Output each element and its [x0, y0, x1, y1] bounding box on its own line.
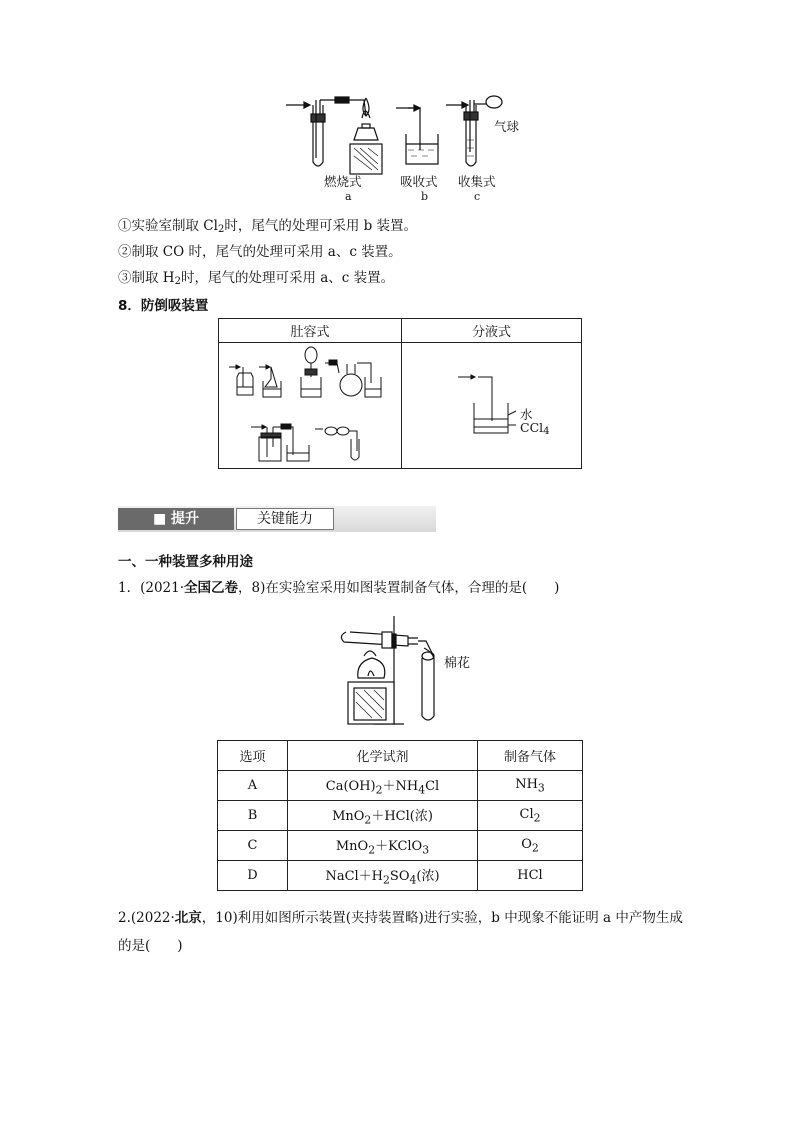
note-2-text: ②制取 CO 时，尾气的处理可采用 a、c 装置。 [118, 244, 402, 260]
col-header-gas: 制备气体 [478, 741, 583, 771]
letter-a: a [345, 190, 352, 203]
reagent-cell: MnO$_2$＋KClO$_3$ [288, 831, 478, 861]
option-cell: D [218, 861, 288, 891]
option-cell: B [218, 801, 288, 831]
reagent-cell: $Ca(OH)_2+NH_4Cl$ [288, 771, 478, 801]
note-1-text-a: ①实验室制取 Cl [118, 218, 218, 234]
q1-source: 全国乙卷 [184, 580, 239, 596]
header-belly-type: 肚容式 [219, 319, 402, 343]
ccl4-label [520, 420, 550, 437]
balloon-label: 气球 [494, 119, 520, 134]
table-row [218, 801, 583, 831]
caption-combustion: 燃烧式 [324, 174, 362, 189]
q2-suffix: ，10)利用如图所示装置(夹持装置略)进行实验，b 中现象不能证明 a 中产物生成 [201, 910, 683, 926]
gas-cell: $O_2$ [478, 831, 583, 861]
col-header-reagent: 化学试剂 [288, 741, 478, 771]
letter-b: b [421, 190, 429, 203]
separation-type-cell [402, 343, 582, 469]
ccl4-label-sub: 4 [543, 426, 550, 437]
note-1 [118, 214, 417, 235]
caption-absorption: 吸收式 [400, 174, 438, 189]
gas-cell: HCl [478, 861, 583, 891]
letter-c: c [474, 190, 481, 203]
note-1-text-b: 时，尾气的处理可采用 b 装置。 [224, 218, 418, 234]
note-3-text-a: ③制取 H [118, 270, 175, 286]
options-table [217, 740, 583, 891]
question-2-line-2: 的是( ) [118, 938, 183, 954]
water-label: 水 [520, 407, 533, 422]
anti-suckback-table [218, 318, 582, 469]
note-1-sub: 2 [217, 224, 225, 235]
note-3 [118, 266, 394, 287]
caption-collection: 收集式 [458, 174, 496, 189]
gas-cell: $Cl_2$ [478, 801, 583, 831]
note-2 [118, 240, 402, 260]
belly-type-apparatus [225, 347, 395, 465]
note-3-sub: 2 [174, 276, 181, 287]
table-row [218, 771, 583, 801]
question-1 [118, 576, 559, 596]
reagent-cell: MnO$_2$＋HCl(浓) [288, 801, 478, 831]
banner-title: 关键能力 [236, 508, 334, 530]
gas-cell: $NH_3$ [478, 771, 583, 801]
ccl4-label-text: CCl [520, 420, 544, 435]
separation-type-apparatus [454, 367, 524, 437]
section-8-title: 8．防倒吸装置 [118, 298, 209, 314]
question-2-line-1 [118, 906, 683, 926]
table-row [218, 831, 583, 861]
table-row [218, 861, 583, 891]
col-header-option: 选项 [218, 741, 288, 771]
options-table-header [218, 741, 583, 771]
q1-prefix: 1．(2021· [118, 580, 185, 596]
banner-tag: ■ 提升 [118, 508, 234, 530]
header-separation-type: 分液式 [402, 319, 582, 343]
q2-source: 北京 [174, 910, 202, 926]
belly-type-cell [219, 343, 402, 469]
reagent-cell: $NaCl+H_2SO_4$(浓) [288, 861, 478, 891]
q2-prefix: 2.(2022· [118, 910, 175, 926]
section-banner [118, 506, 436, 532]
subsection-title: 一、一种装置多种用途 [118, 554, 253, 570]
note-3-text-b: 时，尾气的处理可采用 a、c 装置。 [180, 270, 395, 286]
option-cell: C [218, 831, 288, 861]
tail-gas-apparatus-drawing [280, 90, 520, 180]
option-cell: A [218, 771, 288, 801]
cotton-label: 棉花 [444, 656, 471, 671]
q1-suffix: ，8)在实验室采用如图装置制备气体，合理的是( ) [238, 580, 560, 596]
